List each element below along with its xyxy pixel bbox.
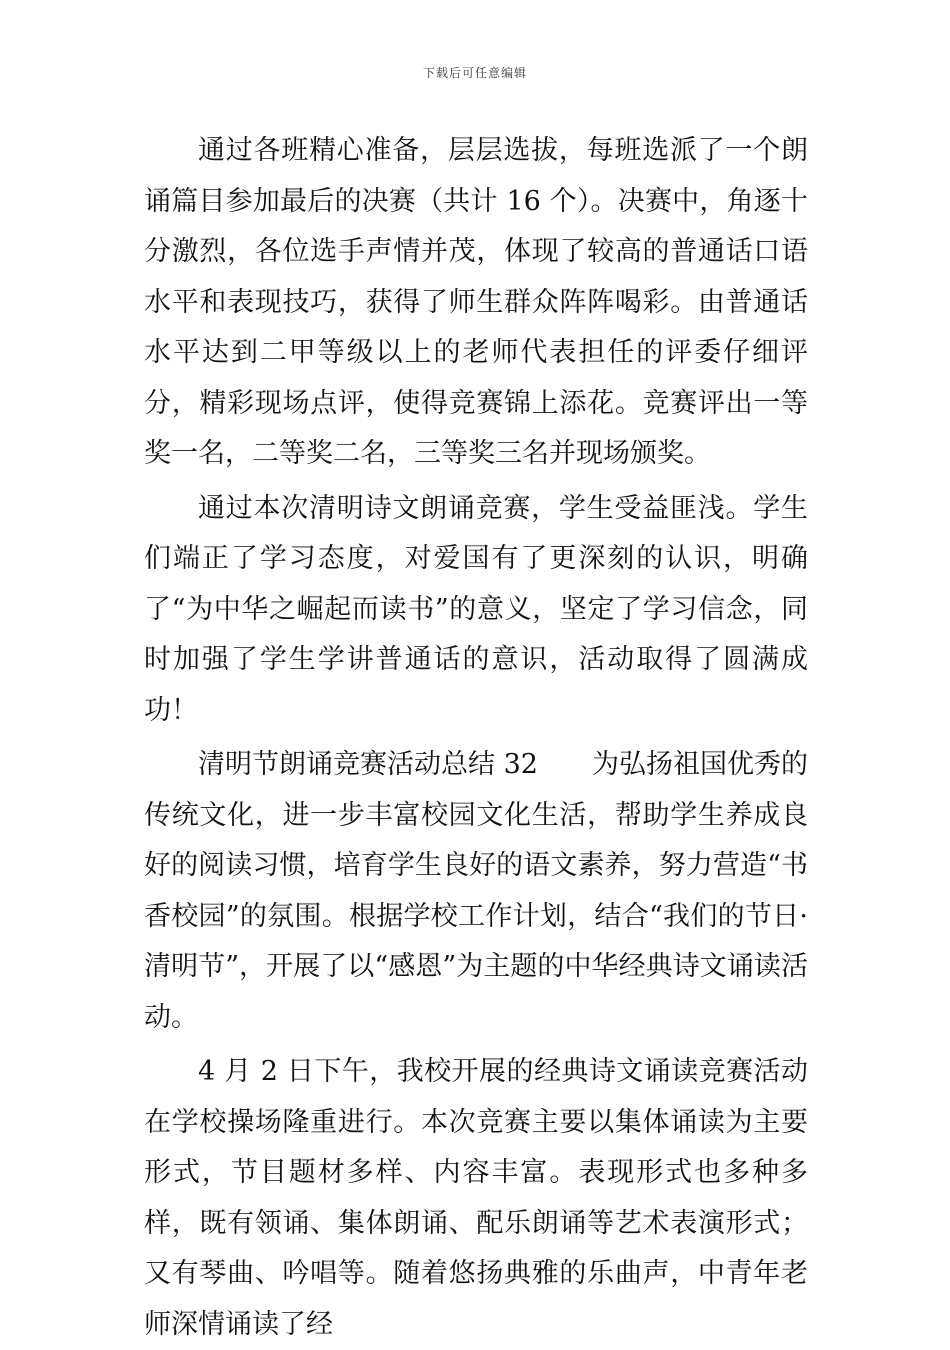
paragraph-2: 通过本次清明诗文朗诵竞赛，学生受益匪浅。学生们端正了学习态度，对爱国有了更深刻的认识，明确了“为中华之崛起而读书”的意义，坚定了学习信念，同时加强了学生学讲普通话的意识，活动取得了圆满成功！	[144, 492, 808, 726]
paragraph-1: 通过各班精心准备，层层选拔，每班选派了一个朗诵篇目参加最后的决赛（共计 16 个）。决赛中，角逐十分激烈，各位选手声情并茂，体现了较高的普通话口语水平和表现技巧，获得了师生群众阵阵喝彩。由普通话水平达到二甲等级以上的老师代表担任的评委仔细评分，精彩现场点评，使得竞赛锦上添花。竞赛评出一等奖一名，二等奖二名，三等奖三名并现场颁奖。	[144, 135, 808, 469]
body-text	[144, 126, 808, 1350]
header-note: 下载后可任意编辑	[422, 66, 527, 80]
paragraph-4: 4 月 2 日下午，我校开展的经典诗文诵读竞赛活动在学校操场隆重进行。本次竞赛主要以集体诵读为主要形式，节目题材多样、内容丰富。表现形式也多种多样，既有领诵、集体朗诵、配乐朗诵等艺术表演形式；又有琴曲、吟唱等。随着悠扬典雅的乐曲声，中青年老师深情诵读了经	[144, 1056, 808, 1340]
paragraph-3: 清明节朗诵竞赛活动总结 32 为弘扬祖国优秀的传统文化，进一步丰富校园文化生活，帮助学生养成良好的阅读习惯，培育学生良好的语文素养，努力营造“书香校园”的氛围。根据学校工作计划，结合“我们的节日·清明节”，开展了以“感恩”为主题的中华经典诗文诵读活动。	[144, 749, 808, 1033]
